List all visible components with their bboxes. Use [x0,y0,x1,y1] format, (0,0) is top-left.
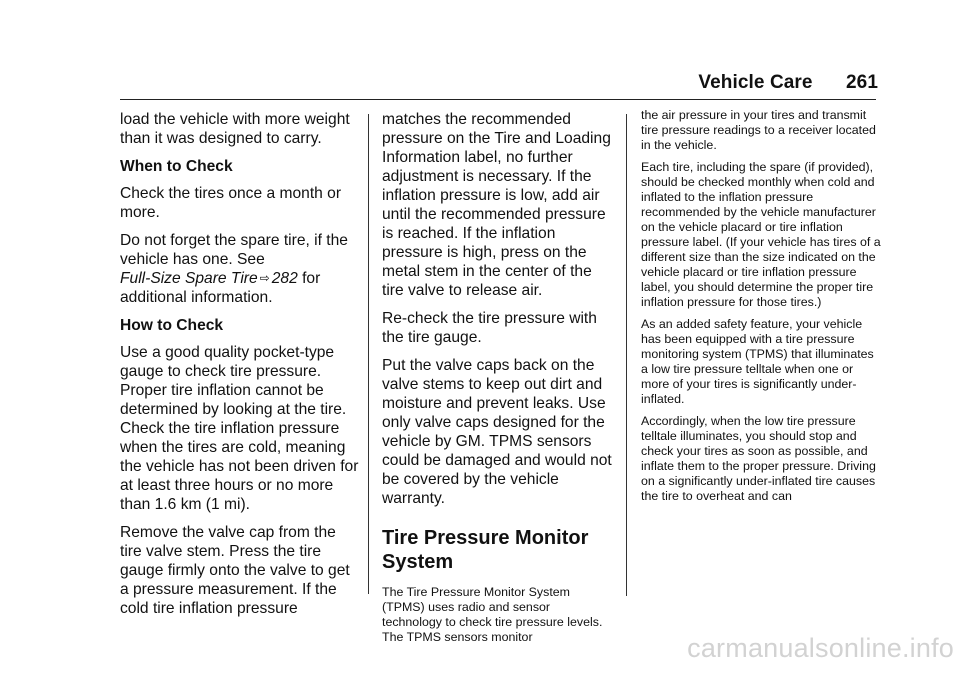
paragraph: As an added safety feature, your vehicle has been equipped with a tire pressure monitoring system (TPMS) that illuminates a low tire pressure telltale when one or more of your tires is significantly under-inflated. [641,317,874,406]
paragraph: load the vehicle with more weight than it was designed to carry. [120,111,350,147]
paragraph: Accordingly, when the low tire pressure telltale illuminates, you should stop and check your tires as soon as possible, and inflate them to the proper pressure. Driving on a significantly under-inflated tire causes the tire to overheat and can [641,414,876,503]
paragraph: Check the tires once a month or more. [120,185,342,221]
xref-page: 282 [271,270,298,287]
page-number: 261 [845,72,878,93]
paragraph: matches the recommended pressure on the Tire and Loading Information label, no further adjustment is necessary. If the inflation pressure is low, add air until the recommended pressure is reached. If the inflation pressure is high, press on the metal stem in the center of the tire valve to release air. [382,111,611,299]
cross-reference-arrow-icon: ⇨ [259,271,270,285]
paragraph: the air pressure in your tires and transmit tire pressure readings to a receiver located in the vehicle. [641,108,876,152]
paragraph: Remove the valve cap from the tire valve stem. Press the tire gauge firmly onto the valve to get a pressure measurement. If the cold tire inflation pressure [120,524,350,617]
column-1 [120,110,360,627]
paragraph: Put the valve caps back on the valve stems to keep out dirt and moisture and prevent leaks. Use only valve caps designed for the vehicle by GM. TPMS sensors could be damaged and would not be covered by the vehicle warranty. [382,357,612,507]
xref-link[interactable] [120,270,298,287]
section-heading-tpms: Tire Pressure Monitor System [382,527,589,573]
paragraph: Use a good quality pocket-type gauge to check tire pressure. Proper tire inflation cannot be determined by looking at the tire. Check the tire inflation pressure when the tires are cold, meaning the vehicle has not been driven for at least three hours or no more than 1.6 km (1 mi). [120,344,359,513]
paragraph-spare-tire [120,231,360,307]
column-divider-2 [626,114,627,596]
paragraph: Re-check the tire pressure with the tire gauge. [382,310,597,346]
header-rule [120,99,876,100]
paragraph: The Tire Pressure Monitor System (TPMS) uses radio and sensor technology to check tire pressure levels. The TPMS sensors monitor [382,585,603,644]
subheading-how-to-check: How to Check [120,317,224,334]
paragraph-tail: for additional information. [120,270,321,306]
column-divider-1 [368,114,369,594]
section-title: Vehicle Care [698,72,813,93]
column-3 [641,108,881,511]
subheading-when-to-check: When to Check [120,158,233,175]
page-header [698,72,878,94]
watermark: carmanualsonline.info [687,633,954,663]
xref-title: Full-Size Spare Tire [120,270,258,287]
paragraph-text: Do not forget the spare tire, if the vehicle has one. See [120,232,348,268]
column-2 [382,110,612,654]
paragraph: Each tire, including the spare (if provided), should be checked monthly when cold and inflated to the inflation pressure recommended by the vehicle manufacturer on the vehicle placard or tire inflation pressure label. (If your vehicle has tires of a different size than the size indicated on the vehicle placard or tire inflation pressure label, you should determine the proper tire inflation pressure for those tires.) [641,160,881,309]
